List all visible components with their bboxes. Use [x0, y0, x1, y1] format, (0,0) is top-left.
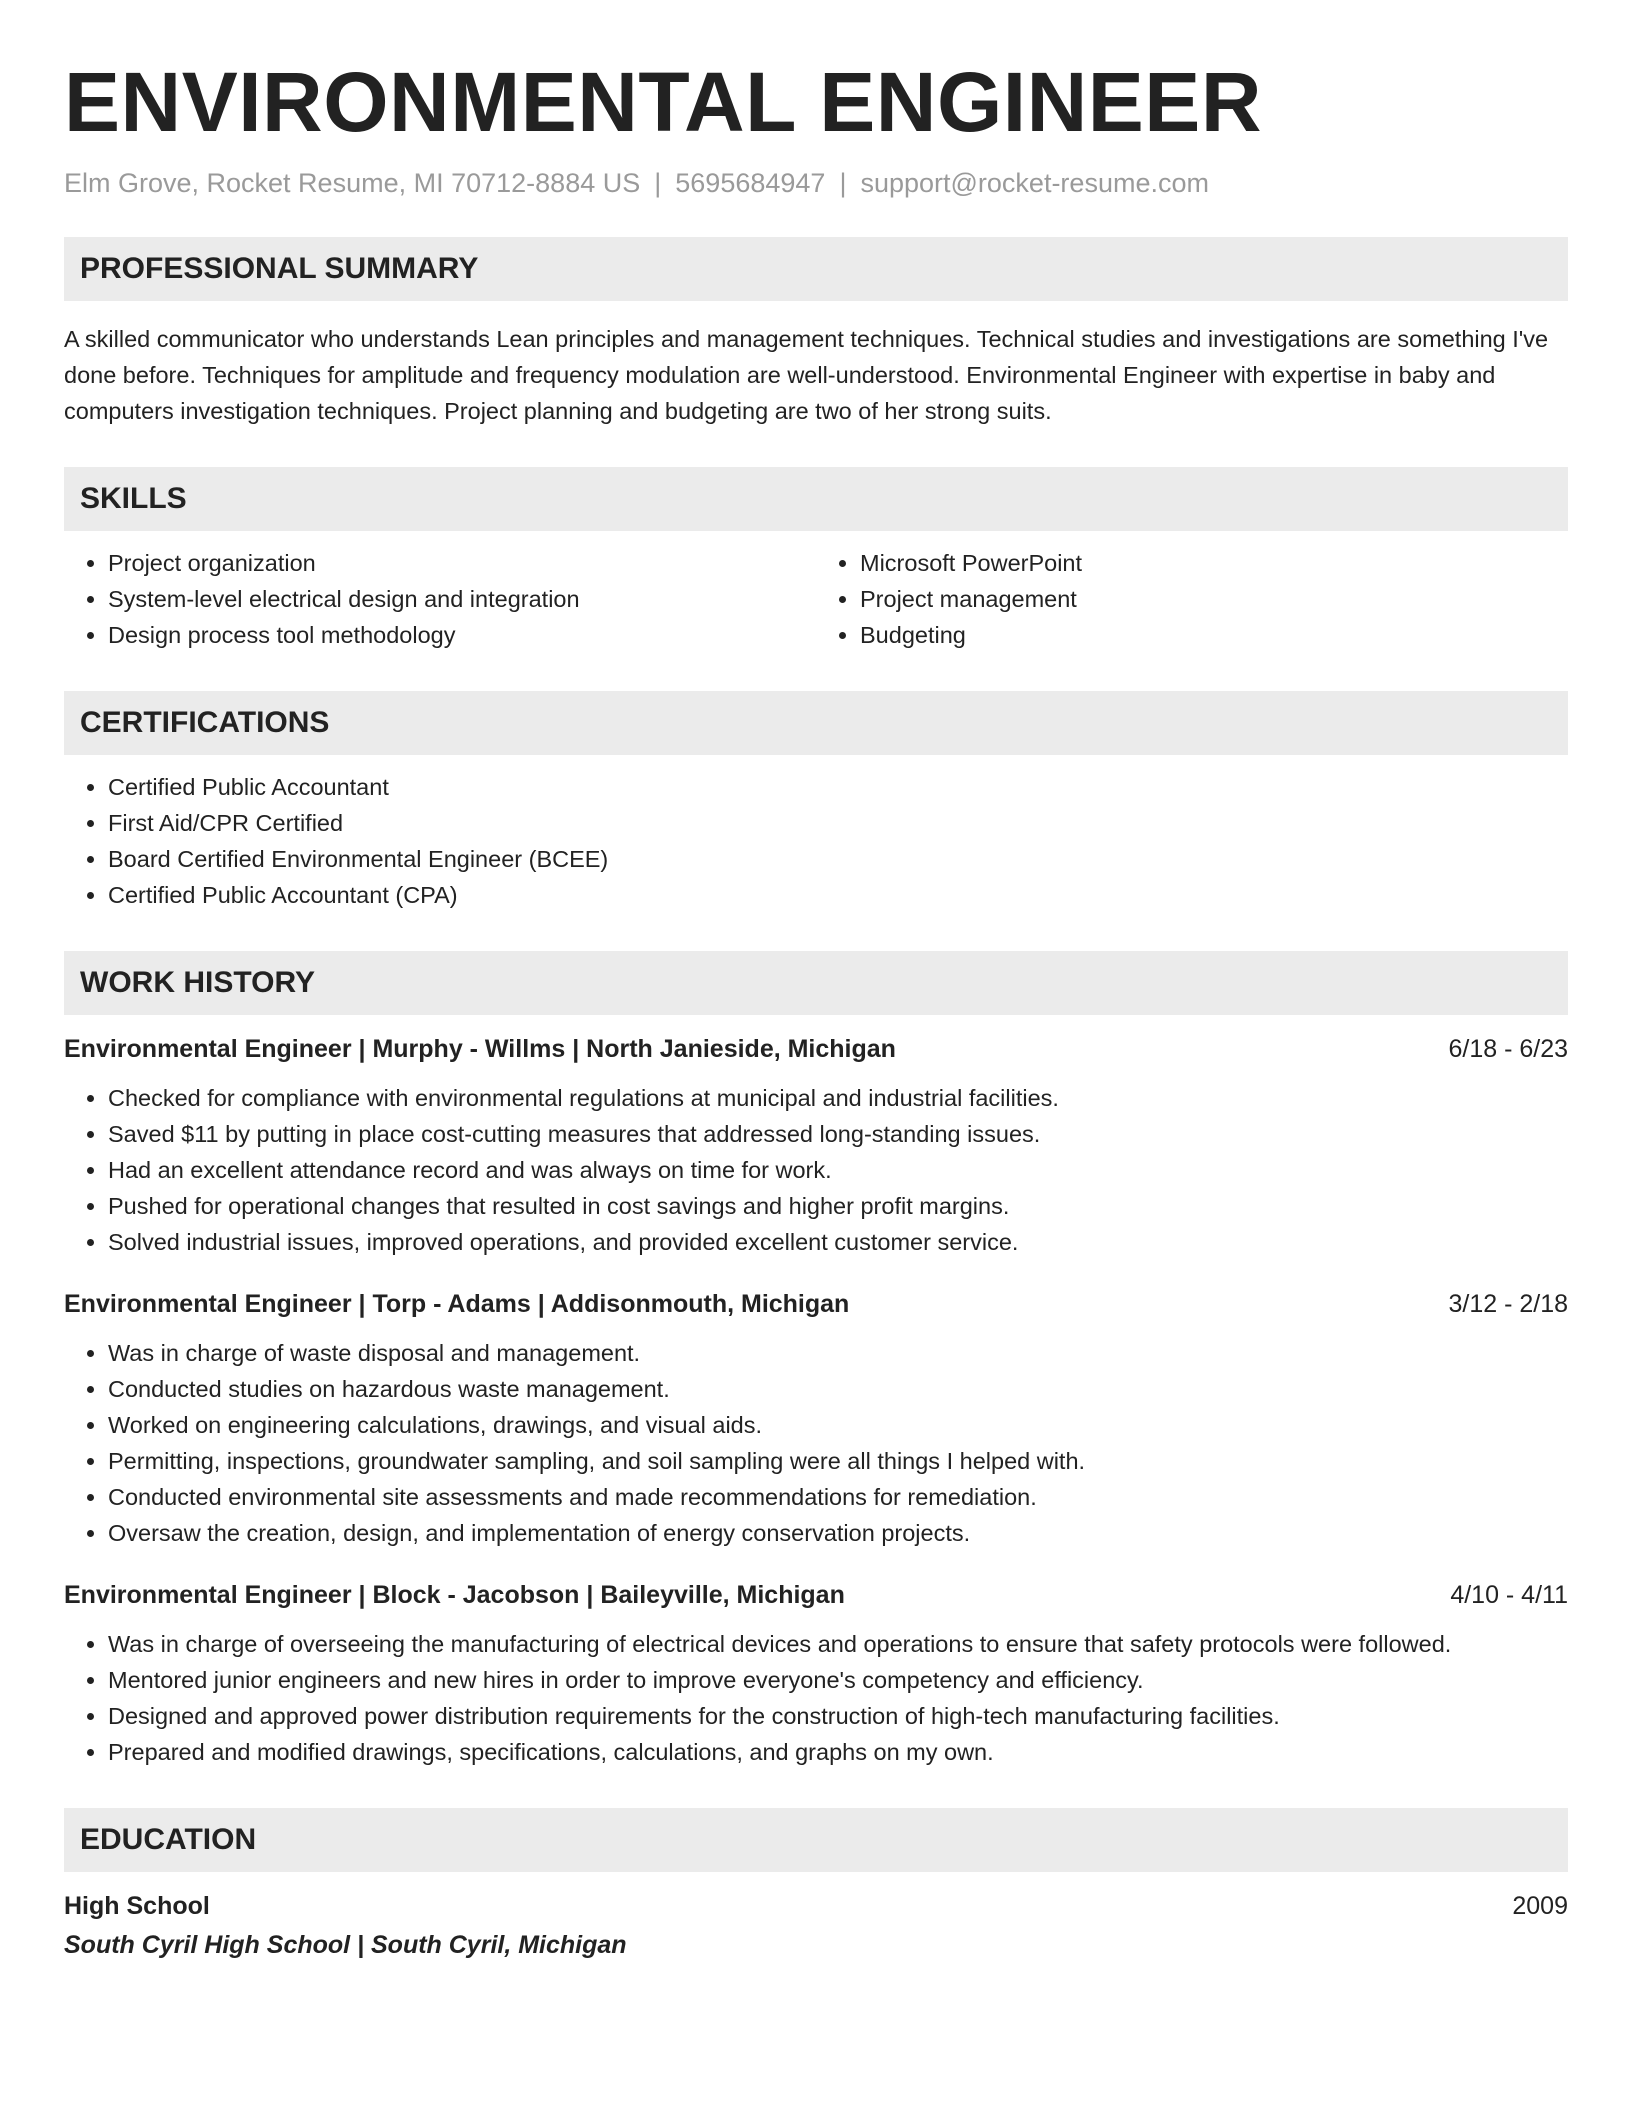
job-bullet: • Conducted environmental site assessments and made recommendations for remediation. — [108, 1479, 1568, 1515]
skills-heading: SKILLS — [64, 467, 1568, 531]
contact-separator: | — [839, 168, 847, 199]
job-bullets — [64, 1080, 1568, 1260]
job-dates: 4/10 - 4/11 — [1450, 1581, 1568, 1610]
candidate-name: ENVIRONMENTAL ENGINEER — [64, 55, 1262, 149]
job-bullet: • Saved $11 by putting in place cost-cutting measures that addressed long-standing issues. — [108, 1116, 1568, 1152]
job-bullet: • Permitting, inspections, groundwater sampling, and soil sampling were all things I helped with. — [108, 1443, 1568, 1479]
job-bullet: • Conducted studies on hazardous waste management. — [108, 1371, 1568, 1407]
skill-item: • Project organization — [108, 545, 816, 581]
job-entry — [64, 1581, 1568, 1770]
job-entry — [64, 1290, 1568, 1551]
job-dates: 3/12 - 2/18 — [1448, 1290, 1568, 1319]
education-heading: EDUCATION — [64, 1808, 1568, 1872]
job-bullet: • Pushed for operational changes that resulted in cost savings and higher profit margins. — [108, 1188, 1568, 1224]
education-degree: High School — [64, 1892, 210, 1921]
job-dates: 6/18 - 6/23 — [1448, 1035, 1568, 1064]
job-bullet: • Mentored junior engineers and new hires in order to improve everyone's competency and efficiency. — [108, 1662, 1568, 1698]
certification-item: • Certified Public Accountant (CPA) — [108, 877, 1568, 913]
job-header — [64, 1290, 1568, 1319]
skill-item: • Design process tool methodology — [108, 617, 816, 653]
summary-text: A skilled communicator who understands Lean principles and management techniques. Technical studies and investigations are something I've done before. Techniques for amplitude and frequency modulation are well-understood. Environmental Engineer with expertise in baby and computers investigation techniques. Project planning and budgeting are two of her strong suits. — [64, 326, 1549, 425]
job-bullet: • Prepared and modified drawings, specifications, calculations, and graphs on my own. — [108, 1734, 1568, 1770]
education-school: South Cyril High School | South Cyril, Michigan — [64, 1931, 627, 1960]
job-title: Environmental Engineer | Block - Jacobson | Baileyville, Michigan — [64, 1581, 845, 1610]
certifications-list — [64, 769, 1568, 913]
skill-item: • System-level electrical design and integration — [108, 581, 816, 617]
contact-line — [64, 168, 1568, 199]
education-year: 2009 — [1512, 1892, 1568, 1921]
job-bullet: • Oversaw the creation, design, and implementation of energy conservation projects. — [108, 1515, 1568, 1551]
skill-item: • Microsoft PowerPoint — [860, 545, 1568, 581]
education-header — [64, 1892, 1568, 1921]
skills-columns — [64, 545, 1568, 653]
contact-separator: | — [654, 168, 662, 199]
certification-item: • First Aid/CPR Certified — [108, 805, 1568, 841]
job-bullets — [64, 1335, 1568, 1551]
skills-list-right — [816, 545, 1568, 653]
certifications-heading: CERTIFICATIONS — [64, 691, 1568, 755]
job-title: Environmental Engineer | Torp - Adams | Addisonmouth, Michigan — [64, 1290, 850, 1319]
certification-item: • Board Certified Environmental Engineer (BCEE) — [108, 841, 1568, 877]
summary-heading: PROFESSIONAL SUMMARY — [64, 237, 1568, 301]
certification-item: • Certified Public Accountant — [108, 769, 1568, 805]
skill-item: • Budgeting — [860, 617, 1568, 653]
skills-list-left — [64, 545, 816, 653]
job-bullet: • Designed and approved power distribution requirements for the construction of high-tech manufacturing facilities. — [108, 1698, 1568, 1734]
job-bullet: • Worked on engineering calculations, drawings, and visual aids. — [108, 1407, 1568, 1443]
job-entry — [64, 1035, 1568, 1260]
job-bullet: • Checked for compliance with environmental regulations at municipal and industrial facilities. — [108, 1080, 1568, 1116]
skill-item: • Project management — [860, 581, 1568, 617]
contact-email: support@rocket-resume.com — [860, 168, 1209, 199]
contact-phone: 5695684947 — [675, 168, 826, 199]
contact-address: Elm Grove, Rocket Resume, MI 70712-8884 US — [64, 168, 641, 199]
job-bullet: • Had an excellent attendance record and was always on time for work. — [108, 1152, 1568, 1188]
job-bullet: • Was in charge of overseeing the manufacturing of electrical devices and operations to ensure that safety protocols were followed. — [108, 1626, 1568, 1662]
work-history-heading: WORK HISTORY — [64, 951, 1568, 1015]
job-bullet: • Was in charge of waste disposal and management. — [108, 1335, 1568, 1371]
job-bullets — [64, 1626, 1568, 1770]
job-bullet: • Solved industrial issues, improved operations, and provided excellent customer service. — [108, 1224, 1568, 1260]
job-header — [64, 1035, 1568, 1064]
job-header — [64, 1581, 1568, 1610]
job-title: Environmental Engineer | Murphy - Willms | North Janieside, Michigan — [64, 1035, 896, 1064]
